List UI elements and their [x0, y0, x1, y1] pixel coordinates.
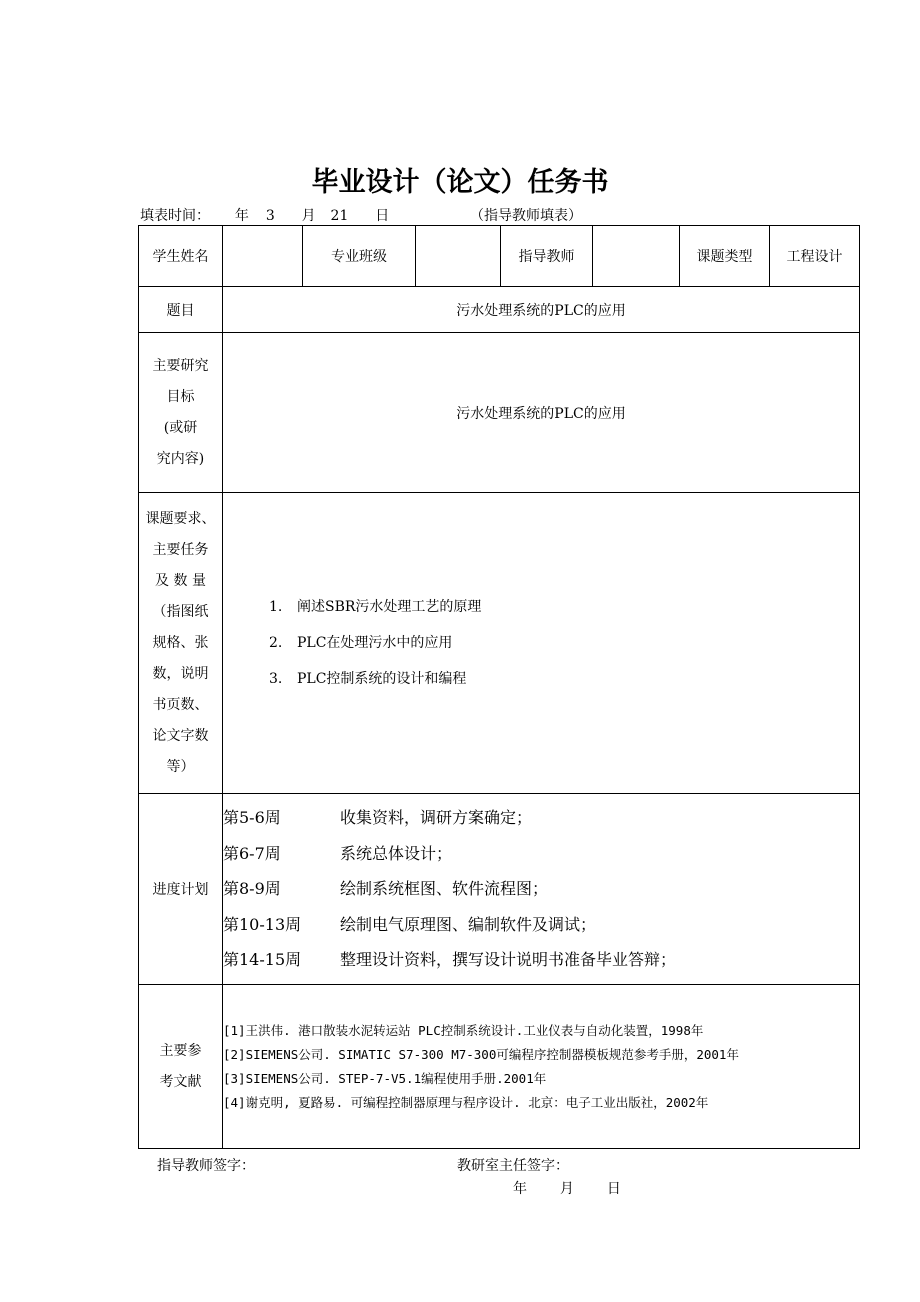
list-item — [269, 589, 859, 625]
schedule-task: 整理设计资料，撰写设计说明书准备毕业答辩； — [340, 950, 677, 970]
task-number: 2. — [269, 635, 283, 651]
schedule-label: 进度计划 — [139, 794, 223, 985]
advisor-label: 指导教师 — [501, 226, 593, 287]
task-text: 阐述SBR污水处理工艺的原理 — [297, 599, 482, 615]
schedule-item — [223, 800, 859, 836]
major-class-field[interactable] — [416, 226, 501, 287]
topic-type-field[interactable]: 工程设计 — [770, 226, 860, 287]
advisor-signature-label: 指导教师签字： — [157, 1158, 255, 1174]
schedule-field[interactable] — [223, 794, 860, 985]
sign-year-label: 年 — [513, 1181, 527, 1197]
schedule-task: 绘制系统框图、软件流程图； — [340, 879, 549, 899]
requirements-label-line: （指图纸 — [152, 603, 209, 620]
reference-item: [2]SIEMENS公司. SIMATIC S7-300 M7-300可编程序控制器模板规范参考手册，2001年 — [223, 1046, 739, 1062]
research-goal-label — [139, 333, 223, 493]
student-name-label: 学生姓名 — [139, 226, 223, 287]
references-field[interactable] — [223, 985, 860, 1149]
schedule-task: 系统总体设计； — [340, 843, 453, 863]
schedule-week: 第14-15周 — [223, 950, 302, 970]
schedule-week: 第10-13周 — [223, 914, 302, 934]
references-label-line: 考文献 — [159, 1073, 202, 1090]
task-form-table — [138, 225, 860, 1149]
research-goal-label-line: 目标 — [166, 388, 195, 405]
header-row — [139, 226, 860, 287]
schedule-item — [223, 942, 859, 978]
topic-label: 题目 — [139, 287, 223, 333]
requirements-label-line: 课题要求、 — [145, 510, 216, 527]
signature-date — [513, 1178, 621, 1198]
schedule-week: 第6-7周 — [223, 843, 281, 863]
requirements-label-line: 规格、张 — [152, 634, 209, 651]
requirements-label-line: 数，说明 — [152, 665, 209, 682]
requirements-label-line: 论文字数 — [152, 727, 209, 744]
research-goal-field[interactable]: 污水处理系统的PLC的应用 — [223, 333, 860, 493]
reference-item: [4]谢克明, 夏路易. 可编程控制器原理与程序设计. 北京：电子工业出版社，2002年 — [223, 1094, 709, 1110]
schedule-item — [223, 836, 859, 872]
research-goal-row — [139, 333, 860, 493]
research-goal-label-line: (或研 — [163, 419, 198, 436]
schedule-row — [139, 794, 860, 985]
fill-day-label: 日 — [375, 208, 390, 224]
topic-field[interactable]: 污水处理系统的PLC的应用 — [223, 287, 860, 333]
director-signature-label: 教研室主任签字： — [457, 1158, 569, 1174]
schedule-item — [223, 871, 859, 907]
reference-item: [1]王洪伟. 港口散装水泥转运站 PLC控制系统设计.工业仪表与自动化装置，1998年 — [223, 1022, 704, 1038]
fill-note: （指导教师填表） — [470, 208, 582, 224]
topic-row — [139, 287, 860, 333]
fill-month-value: 3 — [265, 208, 275, 224]
fill-year-label: 年 — [234, 208, 249, 224]
advisor-field[interactable] — [593, 226, 680, 287]
requirements-row — [139, 493, 860, 794]
schedule-week: 第8-9周 — [223, 879, 281, 899]
fill-day-value: 21 — [330, 208, 349, 224]
major-class-label: 专业班级 — [303, 226, 416, 287]
fill-month-label: 月 — [301, 208, 316, 224]
schedule-task: 绘制电气原理图、编制软件及调试； — [340, 914, 597, 934]
list-item — [269, 625, 859, 661]
task-text: PLC控制系统的设计和编程 — [297, 671, 467, 687]
fill-time-line — [140, 205, 389, 225]
requirements-label — [139, 493, 223, 794]
references-row — [139, 985, 860, 1149]
task-text: PLC在处理污水中的应用 — [297, 635, 453, 651]
requirements-label-line: 等） — [166, 758, 195, 775]
research-goal-label-line: 究内容) — [156, 450, 205, 467]
reference-item: [3]SIEMENS公司. STEP-7-V5.1编程使用手册.2001年 — [223, 1070, 547, 1086]
document-title: 毕业设计（论文）任务书 — [311, 167, 609, 198]
schedule-task: 收集资料，调研方案确定； — [340, 808, 533, 828]
requirements-field[interactable] — [223, 493, 860, 794]
sign-month-label: 月 — [559, 1181, 574, 1197]
list-item — [269, 661, 859, 697]
task-number: 3. — [269, 671, 283, 687]
schedule-item — [223, 907, 859, 943]
research-goal-label-line: 主要研究 — [152, 357, 209, 374]
task-list — [223, 589, 859, 697]
student-name-field[interactable] — [223, 226, 303, 287]
task-number: 1. — [269, 599, 283, 615]
schedule-week: 第5-6周 — [223, 808, 281, 828]
fill-time-label: 填表时间： — [140, 208, 210, 224]
requirements-label-line: 及 数 量 — [155, 572, 206, 589]
references-label-line: 主要参 — [159, 1042, 202, 1059]
sign-day-label: 日 — [606, 1181, 621, 1197]
topic-type-label: 课题类型 — [680, 226, 770, 287]
requirements-label-line: 主要任务 — [152, 541, 209, 558]
references-label — [139, 985, 223, 1149]
requirements-label-line: 书页数、 — [152, 696, 209, 713]
